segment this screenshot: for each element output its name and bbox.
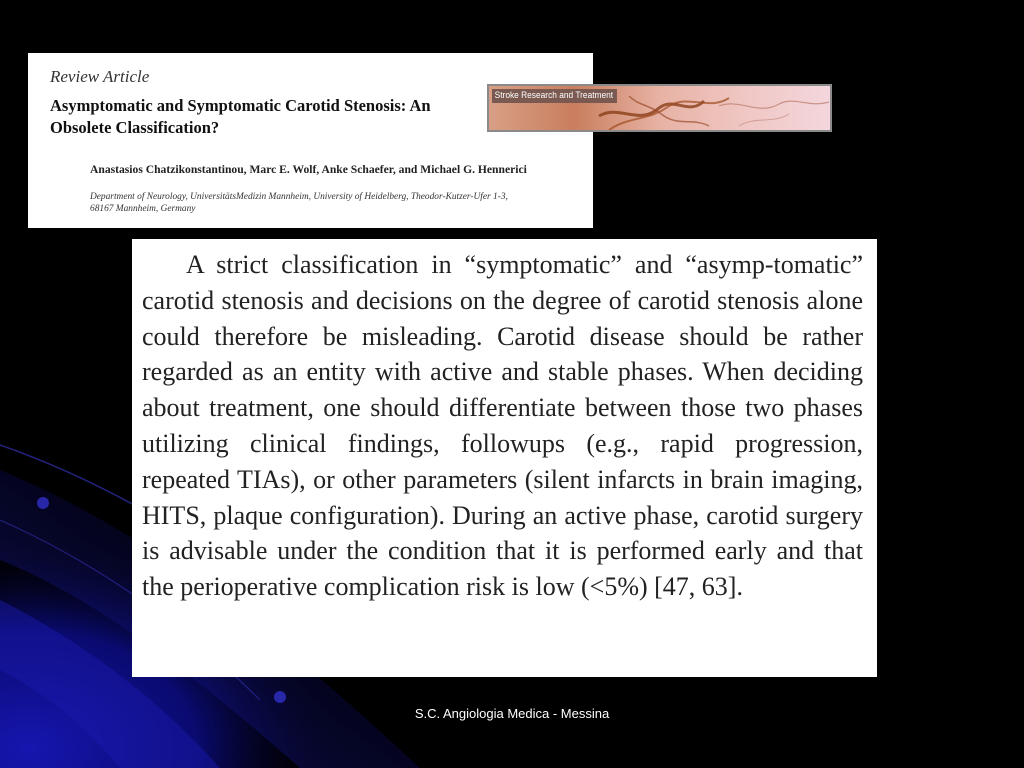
- article-type: Review Article: [50, 67, 150, 86]
- journal-name: Stroke Research and Treatment: [492, 89, 617, 103]
- article-header-card: [28, 53, 593, 228]
- journal-banner: [487, 84, 832, 132]
- quote-text: A strict classification in “symptomatic” and “asymp-tomatic” carotid stenosis and decisions on the degree of carotid stenosis alone could therefore be misleading. Carotid disease should be rather regarded as an entity with active and stable phases. When deciding about treatment, one should differentiate between those two phases utilizing clinical findings, followups (e.g., rapid progression, repeated TIAs), or other parameters (silent infarcts in brain imaging, HITS, plaque configuration). During an active phase, carotid surgery is advisable under the condition that it is performed early and that the perioperative complication risk is low (<5%) [47, 63].: [142, 250, 863, 602]
- quote-box: [132, 239, 877, 677]
- slide-footer: S.C. Angiologia Medica - Messina: [414, 706, 610, 721]
- article-affiliation: Department of Neurology, UniversitätsMedizin Mannheim, University of Heidelberg, Theodor-Kutzer-Ufer 1-3, 68167 Mannheim, Germany: [90, 192, 508, 214]
- article-authors: Anastasios Chatzikonstantinou, Marc E. Wolf, Anke Schaefer, and Michael G. Hennerici: [90, 163, 527, 176]
- article-title: Asymptomatic and Symptomatic Carotid Stenosis: An Obsolete Classification?: [50, 96, 431, 137]
